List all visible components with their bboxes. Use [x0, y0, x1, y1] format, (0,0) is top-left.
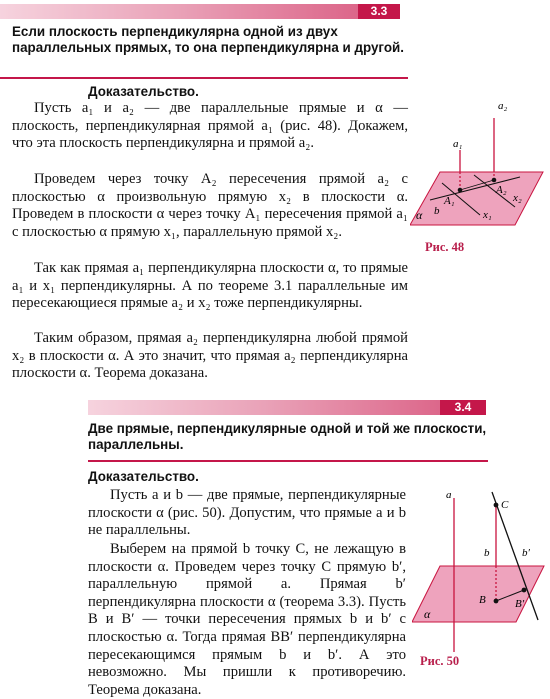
theorem-statement: Две прямые, перпендикулярные одной и той же плоскости, параллельны.	[88, 421, 487, 452]
label-x1: x₁	[483, 209, 492, 221]
point-A2	[492, 178, 497, 183]
point-A1	[458, 188, 463, 193]
figure-50	[412, 486, 550, 658]
proof-paragraph: Выберем на прямой b точку C, не лежащую в плоскости α. Проведем через точку C прямую b′, параллельную прямой a. Прямая b′ перпендикулярна плоскости α (теорема 3.3). Пусть B и B′ — точки пересечения прямых b и b′ с плоскостью α. Тогда прямая BB′ перпендикулярна пересекающимся прямым b и b′. А это невозможно. Мы пришли к противоречию. Теорема доказана.	[88, 541, 406, 698]
label-B-prime: B′	[515, 598, 525, 610]
label-b: b	[434, 205, 440, 217]
point-B	[494, 599, 499, 604]
label-a: a	[446, 489, 452, 501]
section-header-bar	[0, 4, 400, 19]
plane-alpha	[410, 172, 543, 225]
point-C	[494, 503, 499, 508]
proof-paragraph: Пусть a и b — две прямые, перпендикулярные плоскости α (рис. 50). Допустим, что прямые a и b не параллельны.	[88, 487, 406, 539]
section-header-bar	[88, 400, 486, 415]
label-a2: a₂	[498, 100, 508, 112]
proof-heading: Доказательство.	[88, 84, 199, 99]
proof-paragraph: Так как прямая a₁ перпендикулярна плоскости α, то прямые a₁ и x₁ перпендикулярны. А по теореме 3.1 параллельные им пересекающиеся прямые a₂ и x₂ тоже перпендикулярны.	[12, 260, 408, 312]
theorem-statement: Если плоскость перпендикулярна одной из двух параллельных прямых, то она перпендикулярна и другой.	[12, 24, 404, 55]
theorem-underline	[88, 460, 488, 462]
label-A1: A₁	[444, 195, 455, 207]
label-b-prime: b′	[522, 547, 530, 559]
theorem-underline	[0, 77, 408, 79]
section-number-badge: 3.3	[358, 4, 400, 19]
proof-paragraph: Таким образом, прямая a₂ перпендикулярна любой прямой x₂ в плоскости α. А это значит, что прямая a₂ перпендикулярна плоскости α. Теорема доказана.	[12, 330, 408, 382]
proof-paragraph: Проведем через точку A₂ пересечения прямой a₂ с плоскостью α произвольную прямую x₂ в плоскости α. Проведем в плоскости α через точку A₁ пересечения прямой a₁ с плоскостью α прямую x₁, параллельную прямой x₂.	[12, 171, 408, 240]
label-x2: x₂	[513, 192, 522, 204]
point-B-prime	[522, 588, 527, 593]
label-A2: A₂	[496, 184, 507, 196]
figure-48	[410, 90, 550, 265]
label-a1: a₁	[453, 138, 463, 150]
section-number-badge: 3.4	[440, 400, 486, 415]
label-C: C	[501, 499, 509, 511]
figure-caption: Рис. 48	[425, 240, 465, 254]
figure-caption: Рис. 50	[420, 654, 460, 668]
proof-heading: Доказательство.	[88, 469, 199, 484]
plane-alpha	[412, 566, 544, 622]
label-B: B	[479, 594, 486, 606]
label-b: b	[484, 547, 490, 559]
label-alpha: α	[424, 607, 431, 621]
proof-paragraph: Пусть a₁ и a₂ — две параллельные прямые и α — плоскость, перпендикулярная прямой a₁ (рис. 48). Докажем, что эта плоскость перпендикулярна и прямой a₂.	[12, 100, 408, 152]
label-alpha: α	[416, 208, 423, 222]
